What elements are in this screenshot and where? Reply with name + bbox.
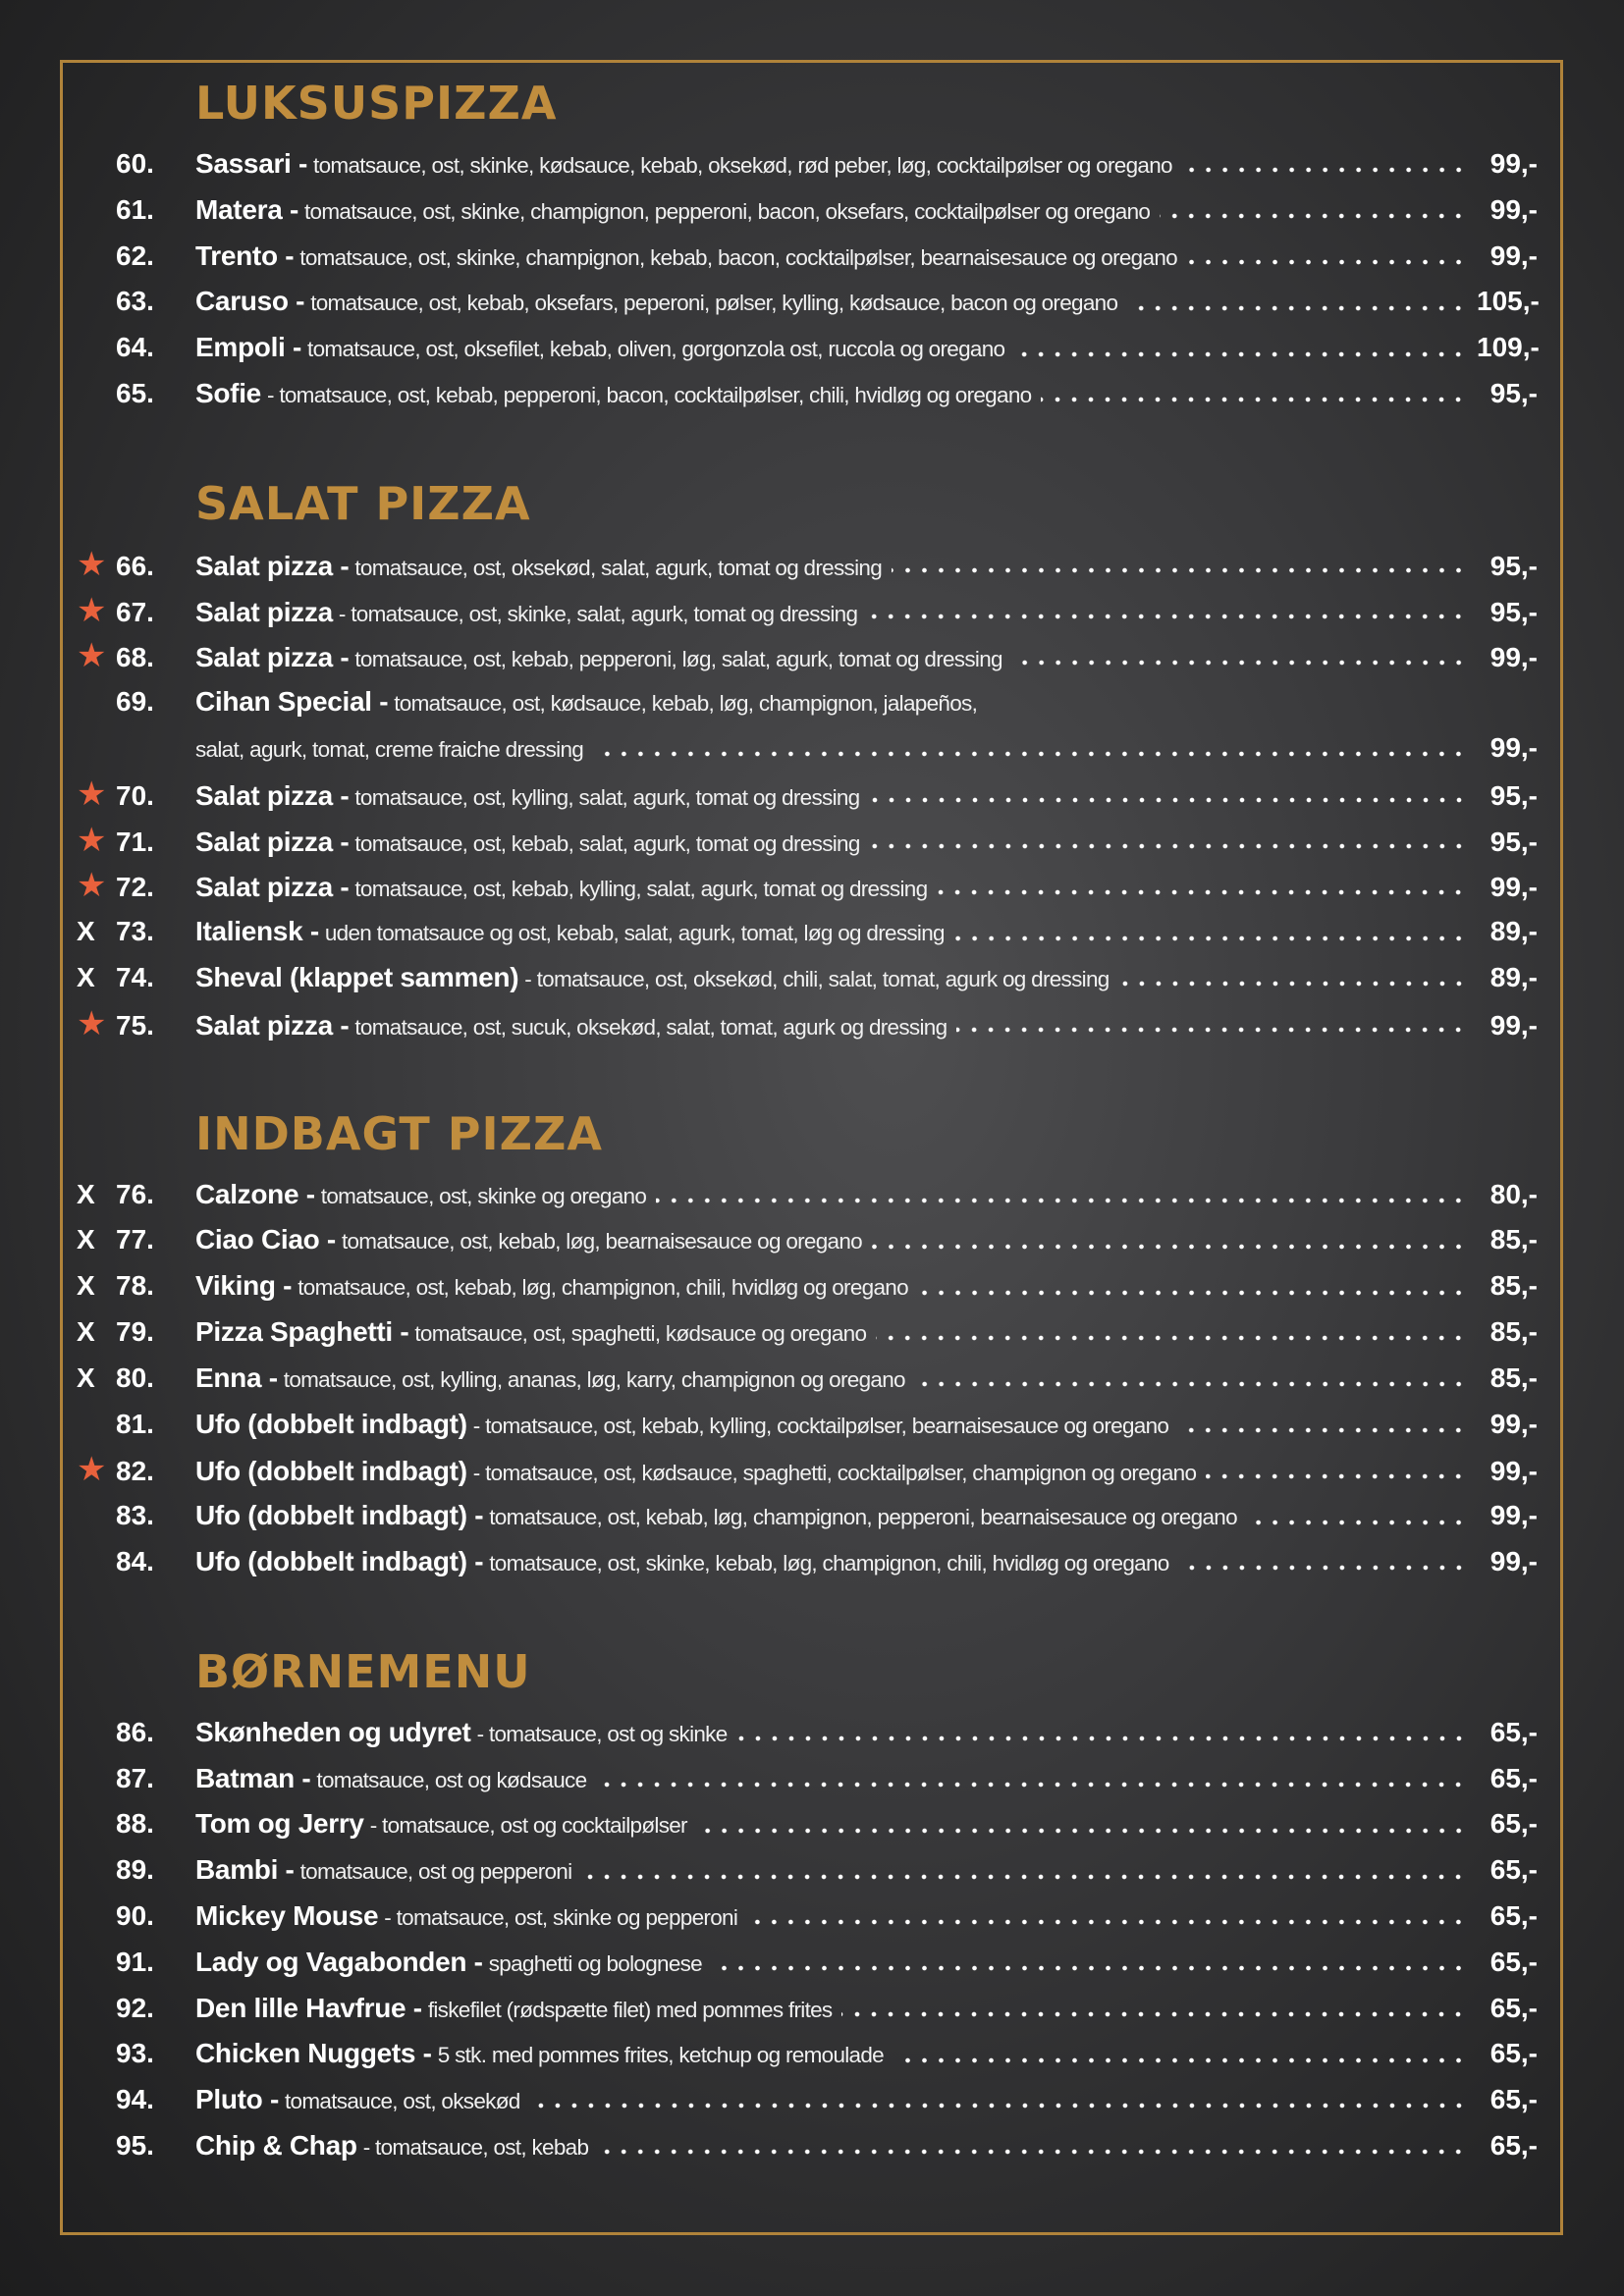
item-price: 85,-	[1489, 1224, 1538, 1255]
item-number: 68.	[116, 642, 154, 673]
item-price: 65,-	[1489, 1899, 1538, 1931]
item-price: 89,-	[1489, 961, 1538, 992]
item-name: Sheval (klappet sammen)	[195, 961, 519, 992]
item-description: tomatsauce, ost, kebab, kylling, salat, agurk, tomat og dressing	[354, 877, 928, 902]
menu-item	[75, 1710, 1538, 1756]
menu-item	[75, 141, 1538, 187]
menu-item	[75, 542, 1538, 588]
dot-leader	[1206, 1472, 1467, 1480]
menu-item	[75, 818, 1538, 864]
item-price: 99,-	[1489, 872, 1538, 903]
item-number: 61.	[116, 193, 154, 225]
section-title: LUKSUSPIZZA	[195, 77, 558, 130]
item-name: Salat pizza -	[195, 872, 350, 903]
item-description: 5 stk. med pommes frites, ketchup og remoulade	[437, 2043, 884, 2068]
item-number: 72.	[116, 872, 154, 903]
item-number: 82.	[116, 1456, 154, 1487]
menu-item	[75, 187, 1538, 234]
menu-section	[75, 1639, 1538, 2169]
menu-item	[75, 909, 1538, 955]
item-price: 99,-	[1489, 240, 1538, 271]
item-number: 64.	[116, 332, 154, 363]
item-number: 76.	[116, 1178, 154, 1209]
dot-leader	[1178, 1426, 1467, 1434]
item-name: Lady og Vagabonden -	[195, 1946, 483, 1977]
item-description: fiskefilet (rødspætte filet) med pommes frites	[427, 1997, 833, 2022]
dot-leader	[1247, 1519, 1467, 1526]
section-title: SALAT PIZZA	[195, 476, 531, 530]
item-number: 65.	[116, 377, 154, 408]
item-number: 90.	[116, 1899, 154, 1931]
item-description: tomatsauce, ost og kødsauce	[316, 1767, 587, 1792]
item-description: tomatsauce, ost, kødsauce, kebab, løg, champignon, jalapeños,	[394, 691, 978, 717]
menu-item	[75, 1756, 1538, 1802]
item-number: 78.	[116, 1270, 154, 1302]
item-price: 65,-	[1489, 1992, 1538, 2023]
menu-section	[75, 471, 1538, 1047]
item-price: 95,-	[1489, 377, 1538, 408]
item-description: tomatsauce, ost, sucuk, oksekød, salat, tomat, agurk og dressing	[354, 1014, 947, 1040]
item-price: 85,-	[1489, 1315, 1538, 1347]
menu-item	[75, 1847, 1538, 1894]
item-description: tomatsauce, ost, kebab, pepperoni, løg, salat, agurk, tomat og dressing	[354, 647, 1002, 672]
item-price: 99,-	[1489, 1408, 1538, 1439]
dot-leader	[1012, 659, 1467, 667]
item-name: Ufo (dobbelt indbagt) -	[195, 1500, 484, 1531]
item-name: Salat pizza -	[195, 779, 350, 811]
menu-item	[75, 955, 1538, 1001]
item-price: 65,-	[1489, 1808, 1538, 1840]
item-price: 99,-	[1489, 1009, 1538, 1041]
item-number: 83.	[116, 1500, 154, 1531]
menu-item	[75, 1493, 1538, 1539]
item-name: Cihan Special -	[195, 686, 389, 718]
item-number: 75.	[116, 1009, 154, 1041]
item-number: 93.	[116, 2038, 154, 2069]
dot-leader	[841, 2010, 1467, 2018]
item-number: 74.	[116, 961, 154, 992]
menu-item	[75, 1217, 1538, 1263]
menu-section	[75, 71, 1538, 417]
item-price: 85,-	[1489, 1270, 1538, 1302]
item-name: Caruso -	[195, 286, 305, 317]
dot-leader	[593, 750, 1467, 758]
item-description: tomatsauce, ost, skinke, champignon, pepperoni, bacon, oksefars, cocktailpølser og oregano	[303, 198, 1151, 224]
dot-leader	[1187, 258, 1467, 266]
item-price: 95,-	[1489, 596, 1538, 627]
menu-item	[75, 1447, 1538, 1493]
dot-leader	[596, 1781, 1467, 1789]
item-name: Salat pizza -	[195, 642, 350, 673]
item-name: Enna -	[195, 1362, 278, 1393]
item-price: 65,-	[1489, 1716, 1538, 1747]
menu-item	[75, 1356, 1538, 1402]
section-spacer	[75, 1585, 1538, 1639]
menu-item	[75, 2077, 1538, 2123]
dot-leader	[1160, 212, 1467, 220]
item-name: Den lille Havfrue -	[195, 1992, 422, 2023]
item-name: Batman -	[195, 1762, 311, 1793]
dot-leader	[872, 1243, 1467, 1251]
item-price: 109,-	[1477, 332, 1540, 363]
item-price: 95,-	[1489, 550, 1538, 581]
item-description: - tomatsauce, ost, skinke, salat, agurk, tomat og dressing	[338, 601, 858, 626]
section-spacer	[75, 1047, 1538, 1101]
item-price: 65,-	[1489, 1762, 1538, 1793]
item-price: 99,-	[1489, 193, 1538, 225]
item-description: tomatsauce, ost, kebab, løg, champignon, pepperoni, bearnaisesauce og oregano	[489, 1505, 1237, 1530]
item-description: spaghetti og bolognese	[488, 1950, 702, 1976]
dot-leader	[656, 1197, 1467, 1204]
item-price: 65,-	[1489, 2038, 1538, 2069]
item-name: Skønheden og udyret	[195, 1716, 471, 1747]
dot-leader	[697, 1827, 1467, 1835]
item-description: tomatsauce, ost, skinke, kebab, løg, champignon, chili, hvidløg og oregano	[489, 1550, 1169, 1575]
dot-leader	[581, 1873, 1467, 1881]
item-price: 99,-	[1489, 1456, 1538, 1487]
item-number: 88.	[116, 1808, 154, 1840]
dot-leader	[956, 1026, 1467, 1034]
item-name: Salat pizza -	[195, 550, 350, 581]
dot-leader	[737, 1735, 1467, 1742]
item-name: Trento -	[195, 240, 295, 271]
menu-item	[75, 1309, 1538, 1356]
item-price: 105,-	[1477, 286, 1540, 317]
dot-leader	[954, 934, 1467, 942]
menu-item	[75, 1986, 1538, 2032]
dot-leader	[892, 566, 1467, 574]
item-number: 87.	[116, 1762, 154, 1793]
x-mark: X	[77, 1315, 95, 1347]
item-description: tomatsauce, ost, kebab, løg, bearnaisesauce og oregano	[341, 1229, 862, 1255]
item-name: Calzone -	[195, 1178, 315, 1209]
item-description: - tomatsauce, ost, kebab, pepperoni, bacon, cocktailpølser, chili, hvidløg og oregano	[266, 382, 1032, 407]
menu-item	[75, 588, 1538, 634]
item-price: 65,-	[1489, 2129, 1538, 2161]
item-price: 95,-	[1489, 826, 1538, 857]
dot-leader	[712, 1964, 1467, 1972]
item-number: 94.	[116, 2084, 154, 2115]
item-description: tomatsauce, ost, oksefilet, kebab, oliven, gorgonzola ost, ruccola og oregano	[307, 337, 1005, 362]
menu-item	[75, 1940, 1538, 1986]
item-name: Ufo (dobbelt indbagt)	[195, 1408, 467, 1439]
star-icon: ★	[77, 545, 107, 583]
menu-item	[75, 772, 1538, 818]
item-name: Empoli -	[195, 332, 302, 363]
item-description: salat, agurk, tomat, creme fraiche dressing	[195, 736, 584, 762]
item-description: tomatsauce, ost, kebab, oksefars, peperoni, pølser, kylling, kødsauce, bacon og oregano	[310, 291, 1118, 316]
item-price: 99,-	[1489, 731, 1538, 763]
item-name: Ufo (dobbelt indbagt)	[195, 1456, 467, 1487]
item-price: 99,-	[1489, 148, 1538, 179]
item-name: Sofie	[195, 377, 261, 408]
item-name: Chicken Nuggets -	[195, 2038, 432, 2069]
x-mark: X	[77, 916, 95, 947]
item-name: Viking -	[195, 1270, 293, 1302]
star-icon: ★	[77, 637, 107, 675]
dot-leader	[918, 1289, 1467, 1297]
item-name: Italiensk -	[195, 916, 319, 947]
menu-item	[75, 1402, 1538, 1448]
dot-leader	[598, 2148, 1467, 2156]
menu-item-continuation	[75, 725, 1538, 772]
dot-leader	[1127, 304, 1467, 312]
item-number: 92.	[116, 1992, 154, 2023]
item-description: tomatsauce, ost og pepperoni	[299, 1859, 572, 1885]
section-title: BØRNEMENU	[195, 1644, 531, 1698]
item-number: 66.	[116, 550, 154, 581]
item-number: 69.	[116, 686, 154, 718]
item-price: 65,-	[1489, 1946, 1538, 1977]
x-mark: X	[77, 1224, 95, 1255]
menu-item	[75, 234, 1538, 280]
item-description: tomatsauce, ost, kylling, salat, agurk, tomat og dressing	[354, 784, 860, 810]
menu-item	[75, 1801, 1538, 1847]
item-number: 84.	[116, 1545, 154, 1576]
item-number: 73.	[116, 916, 154, 947]
dot-leader	[530, 2102, 1467, 2109]
item-description: tomatsauce, ost, oksekød, salat, agurk, tomat og dressing	[354, 555, 883, 580]
item-description: tomatsauce, ost, kylling, ananas, løg, karry, champignon og oregano	[283, 1366, 905, 1392]
item-price: 65,-	[1489, 1854, 1538, 1886]
item-description: tomatsauce, ost, spaghetti, kødsauce og oregano	[414, 1320, 867, 1346]
item-name: Ciao Ciao -	[195, 1224, 336, 1255]
x-mark: X	[77, 1362, 95, 1393]
dot-leader	[870, 796, 1468, 804]
dot-leader	[915, 1380, 1467, 1388]
item-description: tomatsauce, ost, skinke, champignon, kebab, bacon, cocktailpølser, bearnaisesauce og oregano	[299, 244, 1177, 270]
item-price: 99,-	[1489, 642, 1538, 673]
item-description: - tomatsauce, ost, skinke og pepperoni	[384, 1904, 738, 1930]
dot-leader	[1179, 1564, 1467, 1572]
item-description: tomatsauce, ost, kebab, salat, agurk, tomat og dressing	[354, 830, 860, 856]
item-description: tomatsauce, ost, oksekød	[285, 2089, 520, 2114]
item-number: 80.	[116, 1362, 154, 1393]
menu-item	[75, 633, 1538, 679]
star-icon: ★	[77, 774, 107, 813]
item-price: 85,-	[1489, 1362, 1538, 1393]
item-number: 81.	[116, 1408, 154, 1439]
item-description: - tomatsauce, ost, kebab, kylling, cocktailpølser, bearnaisesauce og oregano	[472, 1413, 1169, 1438]
item-description: tomatsauce, ost, skinke, kødsauce, kebab, oksekød, rød peber, løg, cocktailpølser og oregano	[313, 153, 1172, 178]
item-name: Bambi -	[195, 1854, 295, 1886]
dot-leader	[937, 888, 1467, 896]
item-number: 67.	[116, 596, 154, 627]
item-name: Tom og Jerry	[195, 1808, 364, 1840]
dot-leader	[867, 613, 1467, 620]
item-price: 99,-	[1489, 1500, 1538, 1531]
item-price: 99,-	[1489, 1545, 1538, 1576]
x-mark: X	[77, 961, 95, 992]
item-description: - tomatsauce, ost, oksekød, chili, salat, tomat, agurk og dressing	[524, 966, 1110, 991]
item-description: uden tomatsauce og ost, kebab, salat, agurk, tomat, løg og dressing	[324, 921, 945, 946]
menu-item	[75, 1001, 1538, 1047]
item-description: - tomatsauce, ost og cocktailpølser	[369, 1813, 687, 1839]
item-number: 63.	[116, 286, 154, 317]
item-number: 86.	[116, 1716, 154, 1747]
x-mark: X	[77, 1178, 95, 1209]
dot-leader	[1119, 980, 1467, 988]
menu-item	[75, 1894, 1538, 1940]
item-number: 71.	[116, 826, 154, 857]
dot-leader	[1182, 166, 1467, 174]
menu-section	[75, 1101, 1538, 1585]
item-number: 89.	[116, 1854, 154, 1886]
item-number: 70.	[116, 779, 154, 811]
item-price: 65,-	[1489, 2084, 1538, 2115]
dot-leader	[893, 2056, 1467, 2064]
star-icon: ★	[77, 867, 107, 905]
item-name: Matera -	[195, 193, 298, 225]
item-name: Salat pizza -	[195, 826, 350, 857]
star-icon: ★	[77, 1451, 107, 1489]
item-price: 80,-	[1489, 1178, 1538, 1209]
item-name: Salat pizza -	[195, 1009, 350, 1041]
menu-item	[75, 325, 1538, 371]
item-description: - tomatsauce, ost og skinke	[476, 1721, 728, 1746]
dot-leader	[1041, 396, 1467, 403]
menu-item	[75, 371, 1538, 417]
item-name: Pizza Spaghetti -	[195, 1315, 409, 1347]
item-number: 91.	[116, 1946, 154, 1977]
star-icon: ★	[77, 1004, 107, 1042]
dot-leader	[1014, 350, 1467, 358]
item-number: 95.	[116, 2129, 154, 2161]
item-number: 77.	[116, 1224, 154, 1255]
item-name: Chip & Chap	[195, 2129, 357, 2161]
menu-card	[75, 71, 1538, 2169]
item-number: 62.	[116, 240, 154, 271]
menu-item	[75, 1539, 1538, 1585]
item-name: Pluto -	[195, 2084, 279, 2115]
menu-item	[75, 1172, 1538, 1218]
x-mark: X	[77, 1270, 95, 1302]
menu-item	[75, 679, 1538, 725]
item-description: - tomatsauce, ost, kebab	[362, 2134, 589, 2160]
dot-leader	[747, 1918, 1467, 1926]
star-icon: ★	[77, 591, 107, 629]
menu-item	[75, 2031, 1538, 2077]
item-number: 60.	[116, 148, 154, 179]
menu-item	[75, 863, 1538, 909]
item-number: 79.	[116, 1315, 154, 1347]
star-icon: ★	[77, 821, 107, 859]
item-description: - tomatsauce, ost, kødsauce, spaghetti, cocktailpølser, champignon og oregano	[472, 1461, 1197, 1486]
item-name: Salat pizza	[195, 596, 333, 627]
section-title: INDBAGT PIZZA	[195, 1106, 603, 1160]
dot-leader	[876, 1334, 1467, 1342]
item-name: Sassari -	[195, 148, 308, 179]
section-spacer	[75, 417, 1538, 471]
item-description: tomatsauce, ost, kebab, løg, champignon, chili, hvidløg og oregano	[298, 1275, 908, 1301]
dot-leader	[870, 842, 1467, 850]
item-name: Mickey Mouse	[195, 1899, 379, 1931]
item-price: 89,-	[1489, 916, 1538, 947]
item-price: 95,-	[1489, 779, 1538, 811]
item-description: tomatsauce, ost, skinke og oregano	[320, 1183, 647, 1208]
menu-item	[75, 2123, 1538, 2169]
menu-item	[75, 1263, 1538, 1309]
item-name: Ufo (dobbelt indbagt) -	[195, 1545, 484, 1576]
menu-item	[75, 279, 1538, 325]
